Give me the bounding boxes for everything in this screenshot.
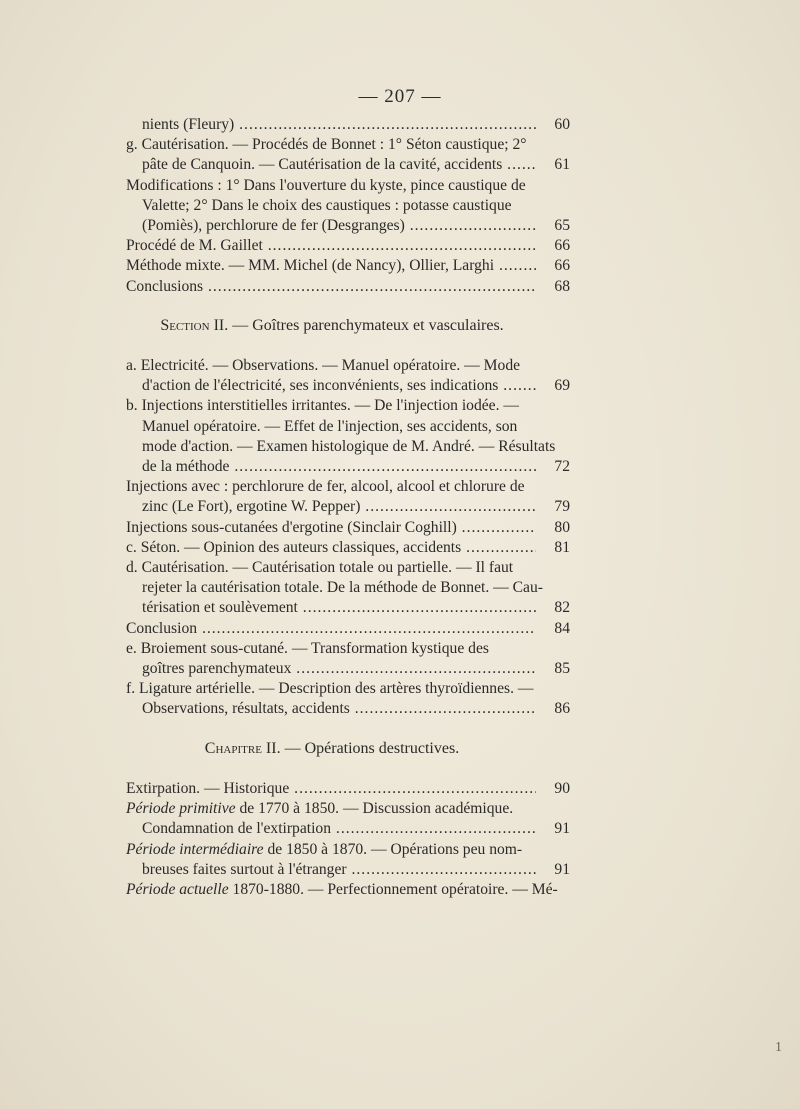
- toc-page-ref: 91: [554, 820, 570, 838]
- toc-entry: térisation et soulèvement ..... 82: [126, 598, 572, 618]
- toc-page-ref: 91: [554, 860, 570, 878]
- toc-line: Période actuelle 1870-1880. — Perfectionnement opératoire. — Mé-: [126, 880, 558, 898]
- toc-page-ref: 66: [554, 237, 570, 255]
- toc-line: Injections avec : perchlorure de fer, alcool, alcool et chlorure de: [126, 478, 525, 496]
- toc-line: Valette; 2° Dans le choix des caustiques : potasse caustique: [142, 196, 512, 214]
- toc-entry: Procédé de M. Gaillet ..... 66: [126, 236, 572, 256]
- toc-entry: nients (Fleury) ..... 60: [126, 115, 572, 135]
- toc-entry: Injections sous-cutanées d'ergotine (Sinclair Coghill) ..... 80: [126, 518, 572, 538]
- toc-line: g. Cautérisation. — Procédés de Bonnet : 1° Séton caustique; 2°: [126, 136, 527, 154]
- page-number: — 207 —: [358, 86, 442, 107]
- toc-page-ref: 85: [554, 660, 570, 678]
- toc-entry: (Pomiès), perchlorure de fer (Desgranges) ..... 65: [126, 216, 572, 236]
- toc-line: Période intermédiaire de 1850 à 1870. — Opérations peu nom-: [126, 840, 523, 858]
- toc-entry: Extirpation. — Historique ..... 90: [126, 779, 572, 799]
- chapter-heading: Chapitre II. — Opérations destructives.: [204, 739, 460, 757]
- toc-entry: Conclusion ..... 84: [126, 619, 572, 639]
- toc-page-ref: 60: [554, 116, 570, 133]
- toc-page-ref: 65: [554, 217, 570, 235]
- toc-page-ref: 81: [554, 538, 570, 556]
- toc-line: Modifications : 1° Dans l'ouverture du kyste, pince caustique de: [126, 176, 526, 194]
- toc-page-ref: 66: [554, 257, 570, 275]
- toc-page-ref: 86: [554, 700, 570, 718]
- toc-line: Manuel opératoire. — Effet de l'injection, ses accidents, son: [142, 417, 518, 435]
- toc-page-ref: 68: [554, 277, 570, 295]
- toc-page-ref: 72: [554, 458, 570, 476]
- section-heading: Section II. — Goîtres parenchymateux et vasculaires.: [160, 316, 504, 334]
- toc-entry: Conclusions ..... 68: [126, 277, 572, 297]
- toc-line: mode d'action. — Examen histologique de M. André. — Résultats: [142, 437, 556, 455]
- toc-entry: Observations, résultats, accidents ..... 86: [126, 699, 572, 719]
- toc-entry: de la méthode ..... 72: [126, 457, 572, 477]
- margin-mark: 1: [775, 1040, 782, 1055]
- toc-line: rejeter la cautérisation totale. De la méthode de Bonnet. — Cau-: [142, 579, 543, 597]
- toc-page-ref: 82: [554, 599, 570, 617]
- table-of-contents: [126, 115, 572, 900]
- toc-entry: d'action de l'électricité, ses inconvénients, ses indications ..... 69: [126, 376, 572, 396]
- toc-page-ref: 61: [554, 156, 570, 174]
- toc-entry: Méthode mixte. — MM. Michel (de Nancy), Ollier, Larghi ..... 66: [126, 256, 572, 276]
- toc-entry: c. Séton. — Opinion des auteurs classiques, accidents ..... 81: [126, 538, 572, 558]
- toc-entry: goîtres parenchymateux ..... 85: [126, 659, 572, 679]
- toc-line: b. Injections interstitielles irritantes. — De l'injection iodée. —: [126, 397, 519, 415]
- toc-entry: pâte de Canquoin. — Cautérisation de la cavité, accidents ..... 61: [126, 155, 572, 175]
- toc-page-ref: 84: [554, 619, 570, 637]
- toc-entry: breuses faites surtout à l'étranger ..... 91: [126, 860, 572, 880]
- toc-page-ref: 79: [554, 498, 570, 516]
- toc-line: Période primitive de 1770 à 1850. — Discussion académique.: [126, 800, 514, 818]
- toc-page-ref: 90: [554, 779, 570, 797]
- toc-page-ref: 80: [554, 518, 570, 536]
- toc-entry: zinc (Le Fort), ergotine W. Pepper) ..... 79: [126, 497, 572, 517]
- toc-line: f. Ligature artérielle. — Description des artères thyroïdiennes. —: [126, 680, 534, 698]
- toc-page-ref: 69: [554, 377, 570, 395]
- toc-line: e. Broiement sous-cutané. — Transformation kystique des: [126, 639, 489, 657]
- toc-line: a. Electricité. — Observations. — Manuel opératoire. — Mode: [126, 357, 521, 375]
- toc-entry: Condamnation de l'extirpation ..... 91: [126, 819, 572, 839]
- toc-line: d. Cautérisation. — Cautérisation totale ou partielle. — Il faut: [126, 559, 514, 577]
